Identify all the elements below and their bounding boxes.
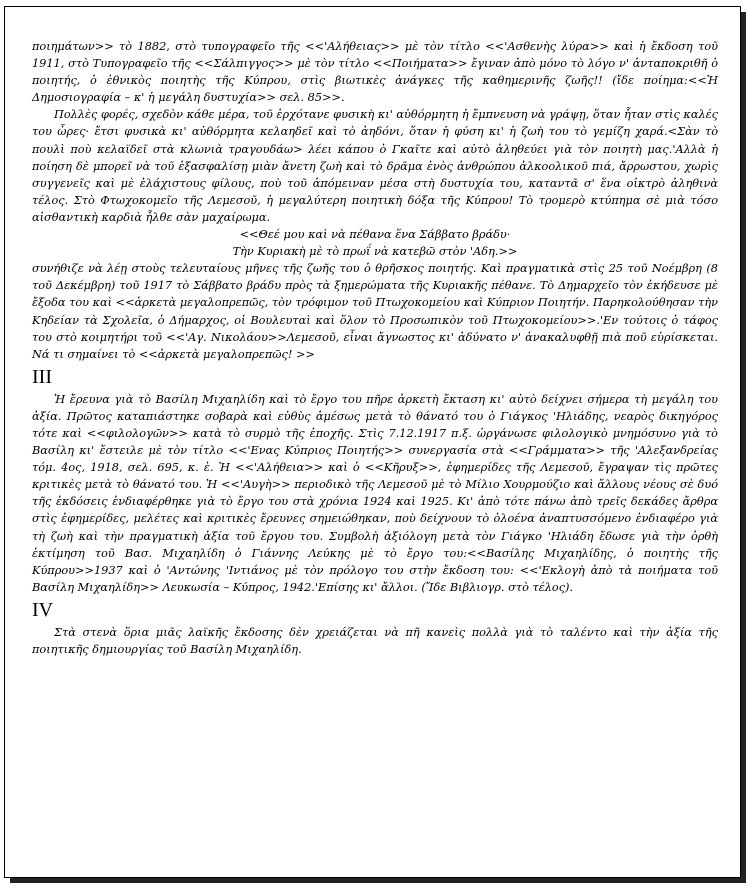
paragraph-4: Ἡ ἔρευνα γιὰ τὸ Βασίλη Μιχαηλίδη καὶ τὸ ἔργο του πῆρε ἀρκετὴ ἔκταση κι' αὐτὸ δείχνει σήμερα τὴ μεγάλη του ἀξία. Πρῶτος καταπιάστηκε σοβαρὰ καὶ εὐθὺς ἀμέσως μετὰ τὸ θάνατό του ὁ Γιάγκος 'Ηλιάδης, νεαρὸς δικηγόρος τότε καὶ <<φιλολογῶν>> κατὰ τὸ συρμὸ τῆς ἐποχῆς. Στὶς 7.12.1917 π.ξ. ὠργάνωσε φιλολογικὸ μνημόσυνο γιὰ τὸ Βασίλη κι' ἔστειλε μὲ τὸν τίτλο <<'Ενας Κύπριος Ποιητής>> συνεργασία στὰ <<Γράμματα>> τῆς 'Αλεξανδρείας τόμ. 4ος, 1918, σελ. 695, κ. ἑ. Ἡ <<'Αλήθεια>> καὶ ὁ <<Κῆρυξ>>, ἐφημερίδες τῆς Λεμεσοῦ, ἔγραψαν τὶς πρῶτες κριτικὲς μετὰ τὸ θάνατό του. Ἡ <<'Αυγὴ>> περιοδικὸ τῆς Λεμεσοῦ μὲ τὸ Μίλιο Χουρμούζιο καὶ ἄλλους νέους σὲ δυό τῆς ἐκδόσεις ἐνδιαφέρθηκε γιὰ τὸ ἔργο του στὰ χρόνια 1924 καὶ 1925. Κι' ἀπὸ τότε πάνω ἀπὸ τρεῖς δεκάδες ἄρθρα στὶς ἐφημερίδες, μελέτες καὶ κριτικὲς ἔρευνες σημειώθηκαν, ποὺ δείχνουν τὸ ὁλοένα ἀναπτυσσόμενο ἐνδιαφέρο γιὰ τὴ ζωὴ καὶ τὴν πραγματικὴ ἀξία τοῦ ἔργου του. Συμβολὴ ἀξιόλογη μετὰ τὸν Γιάγκο 'Ηλιάδη ἔδωσε γιὰ τὴν ὀρθὴ ἐκτίμηση τοῦ Βασ. Μιχαηλίδη ὁ Γιάννης Λεύκης μὲ τὸ ἔργο του:<<Βασίλης Μιχαηλίδης, ὁ ποιητὴς τῆς Κύπρου>>1937 καὶ ὁ 'Αντώνης 'Ιντιάνος μὲ τὸν πρόλογο του στὴν ἔκδοση του: <<'Εκλογὴ ἀπὸ τὰ ποιήματα τοῦ Βασίλη Μιχαηλίδη>> Λευκωσία – Κύπρος, 1942.'Επίσης κι' ἄλλοι. (Ἴδε Βιβλιογρ. στὸ τέλος). [32,392,718,594]
paragraph-3: συνήθιζε νὰ λέῃ στοὺς τελευταίους μῆνες τῆς ζωῆς του ὁ θρῆσκος ποιητής. Καὶ πραγματικὰ στὶς 25 τοῦ Νοέμβρη (8 τοῦ Δεκέμβρη) τοῦ 1917 τὸ Σάββατο βράδυ πρὸς τὰ ξημερώματα τῆς Κυριακῆς πέθανε. Τὸ Δημαρχεῖο τὸν ἐκήδευσε μὲ ἔξοδα του καὶ <<ἀρκετὰ μεγαλοπρεπῶς, τὸν τρόφιμον τοῦ Πτωχοκομείου καὶ Κύπριον Ποιητήν. Παρηκολούθησαν τὴν Κηδείαν τὰ Σχολεῖα, ὁ Δήμαρχος, οἱ Βουλευταὶ καὶ ὅλον τὸ Προσωπικὸν τοῦ Πτωχοκομείου>>.'Εν τούτοις ὁ τάφος του στὸ κοιμητήρι τοῦ <<'Αγ. Νικολάου>>Λεμεσοῦ, εἶναι ἄγνωστος κι' ἀδύνατο ν' ἀνακαλυφθῇ πιὰ ποῦ εὑρίσκεται. Νά τι σημαίνει τὸ <<ἀρκετὰ μεγαλοπρεπῶς! >> [32,262,718,361]
quote-line-2: Τὴν Κυριακὴ μὲ τὸ πρωΐ νὰ κατεβῶ στὸν 'Αδη.>> [232,245,518,259]
quote-line-1: <<Θεέ μου καὶ νὰ πέθανα ἕνα Σάββατο βράδυ· [239,228,511,242]
paragraph-2: Πολλὲς φορές, σχεδὸν κάθε μέρα, τοῦ ἐρχότανε φυσικὴ κι' αὐθόρμητη ἡ ἔμπνευση νὰ γράψῃ, ὅταν ἦταν στὶς καλές του ὧρες· ἔτσι φυσικὰ κι' αὐθόρμητα κελαηδεῖ καὶ τὸ ἀηδόνι, ὅταν ἡ φύση κι' ἡ ζωὴ του τὸ γεμίζη χαρά.<Σὰν τὸ πουλὶ ποὺ κελαϊδεῖ στὰ κλωνιὰ τραγουδάω> λέει κάπου ὁ Γκαῖτε καὶ αὐτὸ ἀληθεύει γιὰ τὸν ποιητὴ μας.'Αλλὰ ἡ ποίηση δὲ μπορεῖ νὰ τοῦ ἐξασφαλίσῃ μιὰν ἄνετη ζωὴ καὶ τὸ δρᾶμα ἑνὸς ἀνθρώπου ἀλκοολικοῦ πιά, ἄρρωστου, χωρὶς συγγενεῖς καὶ μὲ ἐλάχιστους φίλους, ποὺ τοῦ ἀπόμειναν μέσα στὴ δυστυχία του, καταντᾶ σ' ἕνα οἰκτρὸ ἀληθινὰ τέλος. Στὸ Φτωχοκομεῖο τῆς Λεμεσοῦ, ἡ μεγαλύτερη ποιητικὴ δόξα τῆς Κύπρου! Τὸ τρομερὸ κτύπημα σὲ μιὰ τόσο αἰσθαντικὴ καρδιὰ ἦλθε σὰν μαχαίρωμα. [32,108,718,224]
document-body [32,38,718,658]
section-heading-3: III [32,365,52,388]
section-heading-4: IV [32,598,54,621]
paragraph-5: Στὰ στενὰ ὅρια μιᾶς λαϊκῆς ἔκδοσης δὲν χρειάζεται νὰ πῆ κανεὶς πολλὰ γιὰ τὸ ταλέντο καὶ τὴν ἀξία τῆς ποιητικῆς δημιουργίας τοῦ Βασίλη Μιχαηλίδη. [32,625,718,656]
paragraph-1: ποιημάτων>> τὸ 1882, στὸ τυπογραφεῖο τῆς <<'Αλήθειας>> μὲ τὸν τίτλο <<'Ασθενὴς λύρα>> καὶ ἡ ἔκδοση τοῦ 1911, στὸ Τυπογραφεῖο τῆς <<Σάλπιγγος>> μὲ τὸν τίτλο <<Ποιήματα>> ἔγιναν ἀπὸ μόνο τὸ λόγο ν' ἀνταποκριθῆ ὁ ποιητής, ὁ ἐθνικὸς ποιητὴς τῆς Κύπρου, στὶς βιωτικὲς ἀνάγκες τῆς καθημερινῆς ζωῆς!! (ἴδε ποίημα:<<Ἡ Δημοσιογραφία – κ' ἡ μεγάλη δυστυχία>> σελ. 85>>. [32,40,718,105]
